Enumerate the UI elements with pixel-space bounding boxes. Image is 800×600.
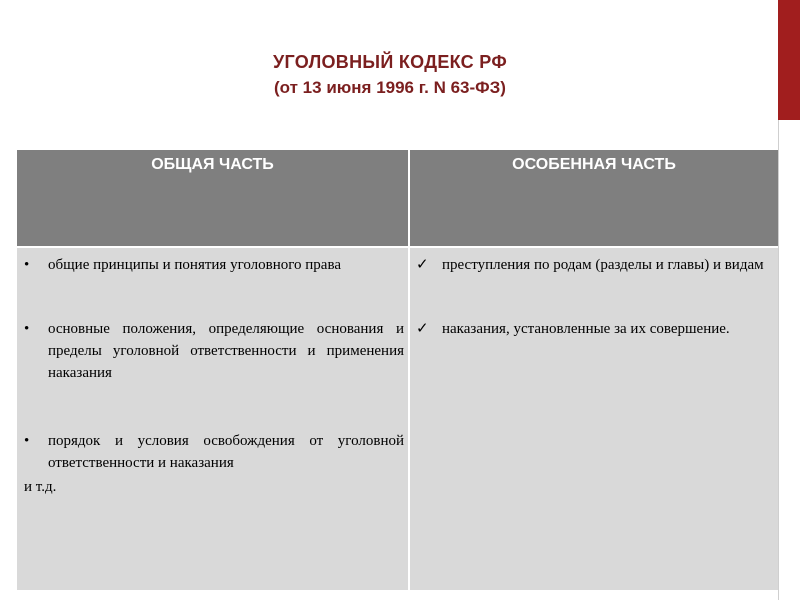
page-title: УГОЛОВНЫЙ КОДЕКС РФ bbox=[272, 52, 508, 72]
header-general-label: ОБЩАЯ ЧАСТЬ bbox=[151, 156, 274, 173]
comparison-table bbox=[17, 150, 778, 590]
list-item-text: преступления по родам (разделы и главы) и видам bbox=[442, 257, 764, 273]
bullet-icon: • bbox=[24, 433, 30, 449]
page-subtitle: (от 13 июня 1996 г. N 63-ФЗ) bbox=[274, 78, 506, 97]
slide-border bbox=[778, 120, 779, 600]
list-item-text: общие принципы и понятия уголовного права bbox=[48, 257, 342, 273]
etc-text: и т.д. bbox=[24, 479, 57, 495]
list-item-text: наказания, установленные за их совершение. bbox=[442, 321, 730, 337]
accent-stripe bbox=[778, 0, 800, 120]
list-item-text: основные положения, определяющие основания и пределы уголовной ответственности и применения наказания bbox=[48, 321, 404, 381]
checkmark-icon: ✓ bbox=[416, 257, 429, 273]
special-part-cell bbox=[410, 248, 778, 590]
bullet-icon: • bbox=[24, 257, 30, 273]
header-special-part bbox=[410, 150, 778, 246]
list-item-text: порядок и условия освобождения от уголовной ответственности и наказания bbox=[48, 433, 404, 471]
checkmark-icon: ✓ bbox=[416, 321, 429, 337]
general-part-cell bbox=[17, 248, 408, 590]
bullet-icon: • bbox=[24, 321, 30, 337]
header-general-part bbox=[17, 150, 408, 246]
header-special-label: ОСОБЕННАЯ ЧАСТЬ bbox=[512, 156, 676, 173]
